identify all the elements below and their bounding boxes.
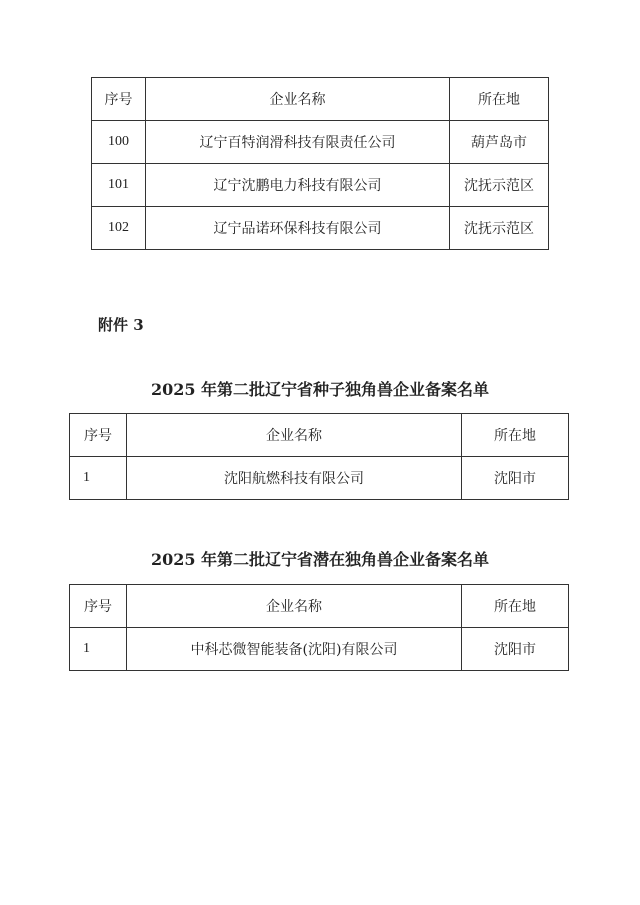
table-row bbox=[70, 457, 569, 500]
potential-unicorn-table bbox=[69, 584, 569, 671]
row-location: 沈阳市 bbox=[462, 457, 569, 500]
row-location: 沈阳市 bbox=[462, 628, 569, 671]
section-title-seed-unicorn: 2025 年第二批辽宁省种子独角兽企业备案名单 bbox=[150, 380, 490, 399]
header-index: 序号 bbox=[70, 414, 127, 457]
row-index: 100 bbox=[92, 121, 146, 164]
row-index: 101 bbox=[92, 164, 146, 207]
header-location: 所在地 bbox=[462, 585, 569, 628]
header-location: 所在地 bbox=[450, 78, 549, 121]
header-location: 所在地 bbox=[462, 414, 569, 457]
header-index: 序号 bbox=[92, 78, 146, 121]
header-company-name: 企业名称 bbox=[146, 78, 450, 121]
row-location: 葫芦岛市 bbox=[450, 121, 549, 164]
row-company-name: 辽宁沈鹏电力科技有限公司 bbox=[146, 164, 450, 207]
table-row bbox=[70, 628, 569, 671]
row-location: 沈抚示范区 bbox=[450, 207, 549, 250]
row-company-name: 辽宁百特润滑科技有限责任公司 bbox=[146, 121, 450, 164]
row-index: 1 bbox=[70, 628, 127, 671]
header-index: 序号 bbox=[70, 585, 127, 628]
table-header-row bbox=[70, 414, 569, 457]
table-header-row bbox=[70, 585, 569, 628]
table-row bbox=[92, 207, 549, 250]
header-company-name: 企业名称 bbox=[127, 585, 462, 628]
row-index: 1 bbox=[70, 457, 127, 500]
header-company-name: 企业名称 bbox=[127, 414, 462, 457]
seed-unicorn-table bbox=[69, 413, 569, 500]
annex-label: 附件 3 bbox=[98, 316, 144, 334]
row-location: 沈抚示范区 bbox=[450, 164, 549, 207]
table-header-row bbox=[92, 78, 549, 121]
section-title-potential-unicorn: 2025 年第二批辽宁省潜在独角兽企业备案名单 bbox=[150, 550, 490, 569]
row-index: 102 bbox=[92, 207, 146, 250]
enterprise-table-continued bbox=[91, 77, 549, 250]
row-company-name: 中科芯微智能装备(沈阳)有限公司 bbox=[127, 628, 462, 671]
row-company-name: 辽宁品诺环保科技有限公司 bbox=[146, 207, 450, 250]
table-row bbox=[92, 164, 549, 207]
row-company-name: 沈阳航燃科技有限公司 bbox=[127, 457, 462, 500]
table-row bbox=[92, 121, 549, 164]
